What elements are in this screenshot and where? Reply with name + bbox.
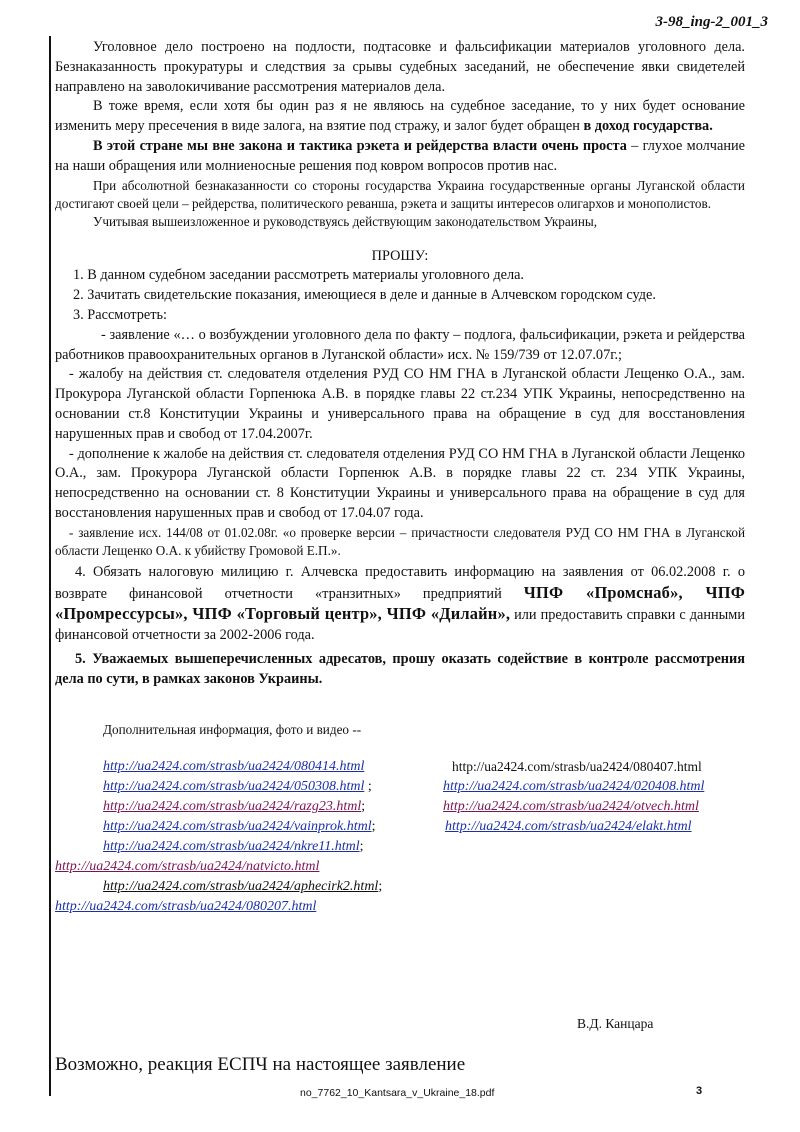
request-item-4-companies: ЧПФ «Промснаб», ЧПФ «Промрессурсы», ЧПФ «Торговый центр», ЧПФ «Дилайн», [55,582,746,624]
paragraph-5: Учитывая вышеизложенное и руководствуясь действующим законодательством Украины, [93,213,598,229]
link-080207[interactable]: http://ua2424.com/strasb/ua2424/080207.html [55,899,317,915]
request-item-2: 2. Зачитать свидетельские показания, имеющиеся в деле и данные в Алчевском городском суде. [73,287,656,304]
link-050308[interactable]: http://ua2424.com/strasb/ua2424/050308.html [103,779,365,795]
paragraph-2-text: В тоже время, если хотя бы один раз я не являюсь на судебное заседание, то у них будет основание изменить меру пресечения в виде залога, на взятие под стражу, и залог будет обращен [55,98,745,135]
signature: В.Д. Канцара [577,1016,654,1031]
request-item-1: 1. В данном судебном заседании рассмотреть материалы уголовного дела. [73,267,525,284]
link-row-4: http://ua2424.com/strasb/ua2424/vainprok.html; [103,819,376,835]
link-080407[interactable]: http://ua2424.com/strasb/ua2424/080407.html [452,759,702,775]
request-subitem-3: - дополнение к жалобе на действия ст. следователя отделения РУД СО НМ ГНА в Луганской области Лещенко О.А., зам. Прокурора Луганской области Горпенюк А.В. в порядке главы 22 ст. 234 УПК Украины, непосредственно на основании ст. 8 Конституции Украины и универсального права на обращение в суд для восстановления нарушенных прав и свобод от 17.04.07 года. [55,445,745,521]
request-subitem-2: - жалобу на действия ст. следователя отделения РУД СО НМ ГНА в Луганской области Лещенко О.А., зам. Прокурора Луганской области Горпенюка А.В. в порядке главы 22 ст.234 УПК Украины, непосредственно на основании ст.8 Конституции Украины и универсального права на обращение в суд для восстановления нарушенных прав и свобод от 17.04.2007г. [55,366,745,442]
request-item-4-tail: или предоставить справки с данными финансовой отчетности за 2002-2006 года. [55,607,745,644]
request-item-5: 5. Уважаемых вышеперечисленных адресатов, прошу оказать содействие в контроле рассмотрения дела по сути, в рамках законов Украины. [55,650,745,687]
paragraph-4: При абсолютной безнаказанности со стороны государства Украина государственные органы Луганской области достигают своей цели – рейдерства, политического реванша, рэкета и защиты интересов олигархов и монополистов. [55,177,745,211]
link-vainprok[interactable]: http://ua2424.com/strasb/ua2424/vainprok.html [103,819,372,835]
page-number: 3 [696,1085,703,1097]
paragraph-3 [55,137,745,177]
link-razg23[interactable]: http://ua2424.com/strasb/ua2424/razg23.html [103,799,362,815]
footer-caption: Возможно, реакция ЕСПЧ на настоящее заявление [55,1054,466,1075]
document-id: 3-98_ing-2_001_3 [655,14,768,30]
link-row-5: http://ua2424.com/strasb/ua2424/nkre11.html; [103,839,364,855]
link-nkre11[interactable]: http://ua2424.com/strasb/ua2424/nkre11.html [103,839,360,855]
links-block [55,757,745,917]
request-item-4 [55,563,745,646]
paragraph-1: Уголовное дело построено на подлости, подтасовке и фальсификации материалов уголовного дела. Безнаказанность прокуратуры и следствия за срывы судебных заседаний, не обеспечение явки свидетелей направлено на заволокичивание рассмотрения материалов дела. [55,39,745,95]
additional-info-label: Дополнительная информация, фото и видео -- [103,721,362,737]
footer-filename: no_7762_10_Kantsara_v_Ukraine_18.pdf [300,1087,495,1099]
request-heading: ПРОШУ: [371,247,429,264]
paragraph-3-text: – глухое молчание на наши обращения или молниеносные решения под ковром вопросов против нас. [55,137,745,174]
paragraph-2-bold: в доход государства. [583,118,713,135]
link-elakt[interactable]: http://ua2424.com/strasb/ua2424/elakt.html [445,819,692,835]
link-otvech[interactable]: http://ua2424.com/strasb/ua2424/otvech.html [443,799,699,815]
request-item-4-text: 4. Обязать налоговую милицию г. Алчевска предоставить информацию на заявления от 06.02.2008 г. о возврате финансовой отчетности «транзитных» предприятий [55,563,745,602]
link-natvicto[interactable]: http://ua2424.com/strasb/ua2424/natvicto.html [55,859,320,875]
link-020408[interactable]: http://ua2424.com/strasb/ua2424/020408.html [443,779,705,795]
link-row-3: http://ua2424.com/strasb/ua2424/razg23.html; [103,799,366,815]
request-item-3: 3. Рассмотреть: [73,306,167,323]
left-margin-rule [49,36,51,1096]
document-body [55,38,745,917]
link-080414[interactable]: http://ua2424.com/strasb/ua2424/080414.html [103,759,365,775]
request-subitem-4: - заявление исх. 144/08 от 01.02.08г. «о проверке версии – причастности следователя РУД СО НМ ГНА в Луганской области Лещенко О.А. к убийству Громовой Е.П.». [55,524,745,558]
link-row-7: http://ua2424.com/strasb/ua2424/aphecirk2.html; [103,879,383,895]
link-aphecirk2[interactable]: http://ua2424.com/strasb/ua2424/aphecirk2.html [103,879,379,895]
request-subitem-1: - заявление «… о возбуждении уголовного дела по факту – подлога, фальсификации, рэкета и рейдерства работников правоохранительных органов в Луганской области» исх. № 159/739 от 12.07.07г.; [55,326,745,363]
paragraph-2 [55,97,745,137]
paragraph-3-bold: В этой стране мы вне закона и тактика рэкета и рейдерства власти очень проста [93,137,627,154]
link-row-2: http://ua2424.com/strasb/ua2424/050308.html ; [103,779,372,795]
